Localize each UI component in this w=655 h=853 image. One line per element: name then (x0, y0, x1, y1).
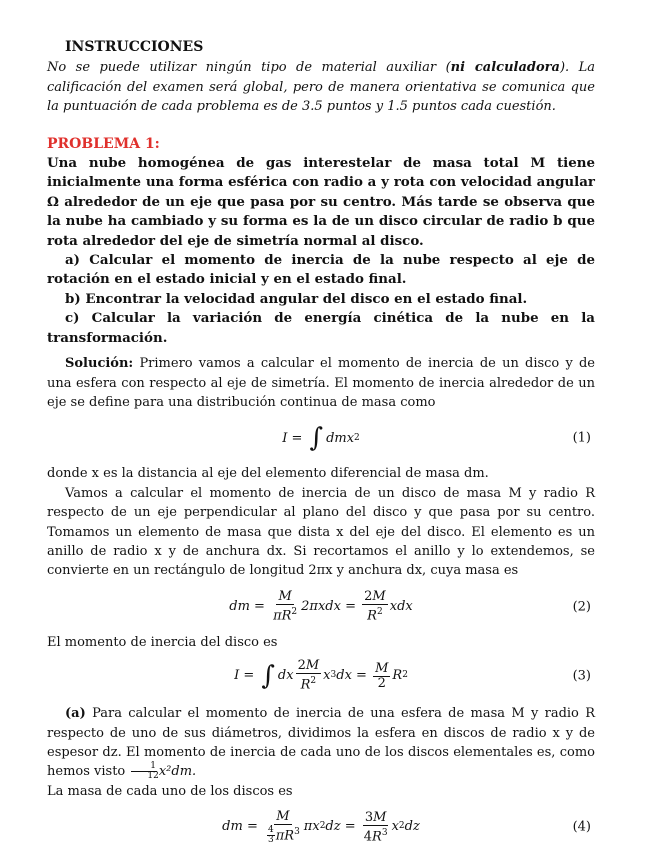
solution-paragraph-1: Solución: Primero vamos a calcular el momento de inercia de un disco y de una esfera con respecto al eje de simetría. El momento de inercia alrededor de un eje se define para una distribución continua de masa como (47, 356, 596, 410)
equation-2-number: (2) (572, 599, 591, 615)
equation-4-number: (4) (572, 819, 591, 835)
document-page (47, 38, 595, 853)
equation-1: I = ∫ dmx 2 (1) (282, 423, 591, 454)
equation-3: I = ∫ dx $\frac{2M}{R^2}$ x 3 dx = $\frac{M}{2}$ R 2 (3) (234, 658, 591, 693)
problem-statement: Una nube homogénea de gas interestelar de masa total M tiene inicialmente una forma esférica con radio a y rota con velocidad angular Ω alrededor de un eje que pasa por su centro. Más tarde se observa que la nube ha cambiado y su forma es la de un disco circular de radio b que rota alrededor del eje de simetría normal al disco. (47, 155, 595, 249)
problem-part-b: b) Encontrar la velocidad angular del disco en el estado final. (65, 290, 528, 307)
solution-paragraph-5: (a) Para calcular el momento de inercia de una esfera de masa M y radio R respecto de uno de sus diámetros, dividimos la esfera en discos de radio x y de espesor dz. El momento de inercia de cada uno de los discos elementales es, como hemos visto $\frac{1}{12}$ x²dm. (47, 706, 595, 782)
instructions-heading: INSTRUCCIONES (65, 39, 204, 55)
solution-paragraph-3: Vamos a calcular el momento de inercia de un disco de masa M y radio R respecto de un eje perpendicular al plano del disco y que pasa por su centro. Tomamos un elemento de masa que dista x del eje del disco. El elemento es un anillo de radio x y de anchura dx. Si recortamos el anillo y lo extendemos, se convierte en un rectángulo de longitud 2πx y anchura dx, cuya masa es (47, 485, 595, 579)
equation-2: dm = $\frac{M}{\pi R^2}$ 2πxdx = $\frac{2M}{R^2}$ xdx (2) (229, 589, 591, 624)
instructions-text: No se puede utilizar ningún tipo de material auxiliar (ni calculadora). La calificación del examen será global, pero de manera orientativa se comunica que la puntuación de cada problema es de 3.5 puntos y 1.5 puntos cada cuestión. (47, 60, 595, 115)
solution-paragraph-6: La masa de cada uno de los discos es (47, 783, 293, 799)
equation-1-number: (1) (572, 430, 591, 446)
problem-title: PROBLEMA 1: (47, 135, 160, 152)
problem-part-a: a) Calcular el momento de inercia de la nube respecto al eje de rotación en el estado inicial y en el estado final. (47, 252, 595, 288)
equation-3-number: (3) (572, 668, 591, 684)
solution-paragraph-4: El momento de inercia del disco es (47, 634, 278, 650)
equation-4: dm = M $\frac{4}{3}$ $\pi R^3$ πx 2 dz = $\frac{3M}{4R^3}$ x 2 dz (4) (222, 808, 591, 845)
solution-paragraph-2: donde x es la distancia al eje del elemento diferencial de masa dm. (47, 466, 489, 482)
problem-part-c: c) Calcular la variación de energía cinética de la nube en la transformación. (47, 310, 595, 346)
